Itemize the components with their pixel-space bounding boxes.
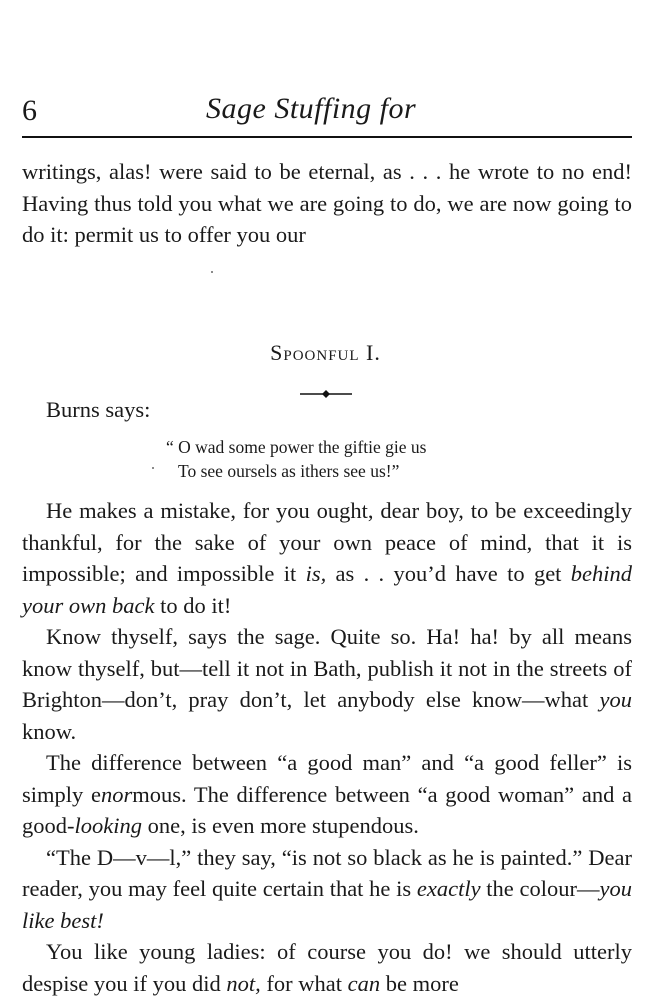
paragraph-1-emphasis-is: is, [305, 561, 327, 586]
paragraph-1 [22, 495, 632, 621]
paragraph-5-text-c: for what [260, 970, 348, 996]
paragraph-5-text-e: be more [380, 970, 459, 996]
paragraph-5 [22, 936, 632, 999]
paragraph-1-emphasis-back: behind your own back [22, 561, 633, 618]
paragraph-3 [22, 747, 632, 842]
paragraph-4 [22, 842, 632, 937]
paragraph-4-text-a: “The D—v—l,” they say, “is not so black as he is painted.” Dear reader, you may feel quite certain that he is [22, 844, 632, 901]
paragraph-3-text-a: The difference between “a good man” and “a good feller” is simply e [22, 750, 632, 807]
paragraph-3-text-e: one, is even more stupendous. [142, 813, 419, 838]
intro-paragraph [22, 156, 632, 251]
paragraph-2-text-a: Know thyself, says the sage. Quite so. Ha! ha! by all means know thyself, but—tell it not in Bath, publish it not in the streets of Brighton—don’t, pray don’t, let anybody else know—what [22, 624, 632, 712]
paragraph-2 [22, 621, 632, 747]
header-rule [22, 136, 632, 138]
paragraph-3-emphasis-nor: nor [100, 781, 133, 807]
intro-line-3: we are now going to do it: permit us to offer you our [22, 190, 633, 247]
burns-quote [166, 435, 426, 483]
paragraph-2-emphasis-you: you [599, 687, 632, 712]
page-number: 6 [22, 94, 37, 127]
burns-lead: Burns says: [46, 397, 151, 422]
ornament-divider [298, 389, 354, 399]
paragraph-4-text-c: the colour— [480, 876, 600, 901]
paragraph-1-text-e: to do it! [154, 592, 232, 618]
section-heading: Spoonful I. [270, 340, 381, 365]
paragraph-4-emphasis-best: you like best! [22, 876, 632, 933]
page-header [22, 88, 632, 132]
quote-line-2: To see oursels as ithers see us!” [178, 461, 400, 481]
paragraph-3-text-c: mous. The difference between “a good woman” and a good- [22, 781, 633, 838]
intro-line-2: to no end! Having thus told you what we are going to do, [22, 159, 633, 216]
paragraph-1-text-c: as . . you’d have to get [326, 561, 571, 586]
print-speck [152, 467, 154, 469]
quote-line-1: “ O wad some power the giftie gie us [166, 437, 427, 457]
paragraph-5-emphasis-not: not, [226, 970, 261, 996]
paragraph-1-text-a: He makes a mistake, for you ought, dear boy, to be exceedingly thankful, for the sake of your own peace of mind, that it is impossible; and impossible it [22, 498, 632, 586]
paragraph-4-emphasis-exactly: exactly [416, 876, 481, 901]
main-text [22, 495, 632, 999]
paragraph-5-text-a: You like young ladies: of course you do! we should utterly despise you if you did [22, 939, 632, 996]
print-speck [211, 271, 213, 273]
paragraph-2-text-c: know. [22, 718, 77, 744]
paragraph-5-emphasis-can: can [347, 970, 381, 996]
paragraph-3-emphasis-looking: looking [74, 813, 142, 838]
intro-line-1: writings, alas! were said to be eternal, as . . . he wrote [22, 159, 530, 184]
running-title: Sage Stuffing for [206, 92, 417, 125]
